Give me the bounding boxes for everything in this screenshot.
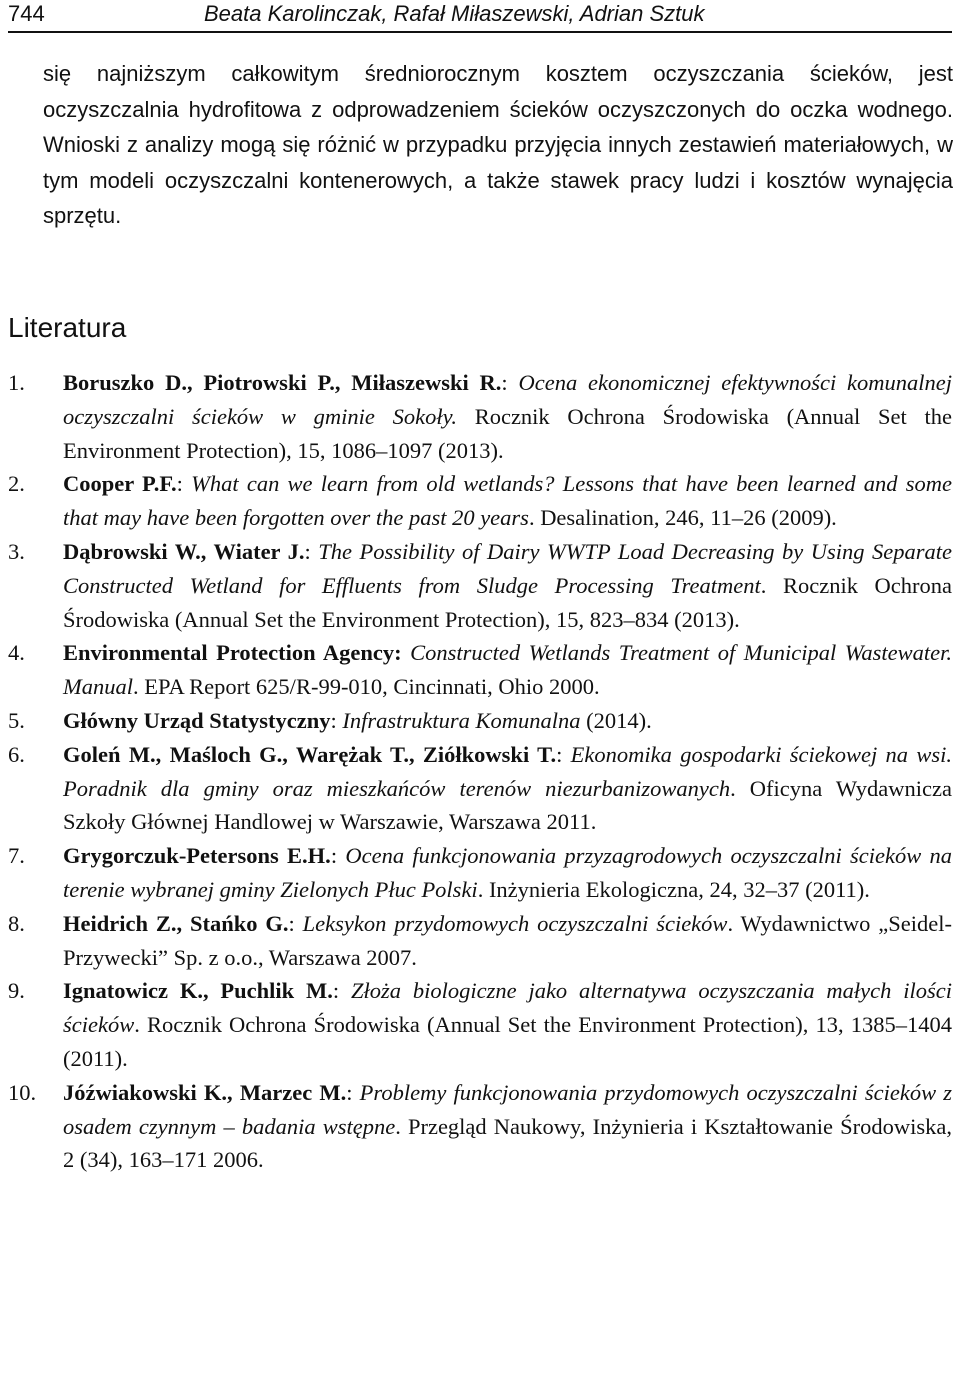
running-header-authors: Beata Karolinczak, Rafał Miłaszewski, Adrian Sztuk xyxy=(204,1,705,26)
reference-list xyxy=(8,366,952,1177)
reference-source: . Wydawnictwo „Seidel-Przywecki” Sp. z o.o., Warszawa 2007. xyxy=(63,910,952,970)
reference-source: . Inżynieria Ekologiczna, 24, 32–37 (2011). xyxy=(477,876,870,902)
reference-separator: : xyxy=(346,1079,360,1105)
reference-item xyxy=(8,636,952,704)
reference-source: . Rocznik Ochrona Środowiska (Annual Set the Environment Protection), 13, 1385–1404 (2011). xyxy=(63,1012,952,1071)
reference-source: . Oficyna Wydawnicza Szkoły Głównej Handlowej w Warszawie, Warszawa 2011. xyxy=(63,775,952,835)
reference-item xyxy=(8,839,952,907)
reference-authors: Grygorczuk-Petersons E.H. xyxy=(63,843,331,869)
reference-item xyxy=(8,366,952,467)
reference-item xyxy=(8,974,952,1075)
reference-title: Złoża biologiczne jako alternatywa oczyszczania małych ilości ścieków xyxy=(63,978,952,1038)
reference-item xyxy=(8,907,952,975)
reference-number: 5. xyxy=(8,707,25,733)
reference-source: . Rocznik Ochrona Środowiska (Annual Set the Environment Protection), 15, 823–834 (2013). xyxy=(63,572,952,632)
reference-number: 7. xyxy=(8,843,25,869)
reference-number: 4. xyxy=(8,640,25,666)
reference-number: 1. xyxy=(8,370,25,395)
reference-separator: : xyxy=(332,978,351,1004)
reference-authors: Główny Urząd Statystyczny xyxy=(63,707,331,733)
reference-item xyxy=(8,535,952,636)
reference-authors: Environmental Protection Agency: xyxy=(63,640,402,666)
reference-number: 10. xyxy=(8,1079,37,1105)
reference-authors: Jóźwiakowski K., Marzec M. xyxy=(63,1079,347,1105)
reference-separator: : xyxy=(304,538,319,564)
reference-authors: Goleń M., Maśloch G., Warężak T., Ziółkowski T. xyxy=(63,741,557,767)
reference-title: What can we learn from old wetlands? Lessons that have been learned and some that may have been forgotten over the past 20 years xyxy=(63,471,952,531)
section-heading: Literatura xyxy=(8,312,127,343)
running-header xyxy=(8,0,952,34)
reference-title: Ocena ekonomicznej efektywności komunalnej oczyszczalni ścieków w gminie Sokoły. xyxy=(63,370,952,429)
reference-item xyxy=(8,467,952,535)
reference-separator: : xyxy=(288,910,303,936)
reference-source: (2014). xyxy=(580,707,652,733)
reference-title: Problemy funkcjonowania przydomowych oczyszczalni ścieków z osadem czynnym – badania wstępne xyxy=(63,1079,952,1139)
reference-item xyxy=(8,738,952,839)
reference-number: 3. xyxy=(8,538,25,564)
reference-title: Leksykon przydomowych oczyszczalni ścieków xyxy=(302,910,728,936)
reference-item xyxy=(8,704,952,738)
reference-source: . Przegląd Naukowy, Inżynieria i Kształtowanie Środowiska, 2 (34), 163–171 2006. xyxy=(63,1113,952,1173)
reference-separator xyxy=(402,640,411,665)
reference-authors: Boruszko D., Piotrowski P., Miłaszewski R. xyxy=(63,370,502,395)
reference-authors: Ignatowicz K., Puchlik M. xyxy=(63,978,333,1004)
reference-title: Constructed Wetlands Treatment of Municipal Wastewater. Manual xyxy=(63,640,953,700)
reference-separator: : xyxy=(330,843,346,869)
reference-item xyxy=(8,1076,952,1177)
reference-separator: : xyxy=(330,707,343,733)
page-number: 744 xyxy=(8,1,45,26)
intro-paragraph: się najniższym całkowitym średniorocznym kosztem oczyszczania ścieków, jest oczyszczalnia hydrofitowa z odprowadzeniem ścieków oczyszczonych do oczka wodnego. Wnioski z analizy mogą się różnić w przypadku przyjęcia innych zestawień materiałowych, w tym modeli oczyszczalni kontenerowych, a także stawek pracy ludzi i kosztów wynajęcia sprzętu. xyxy=(43,61,953,229)
reference-number: 9. xyxy=(8,978,25,1004)
reference-number: 8. xyxy=(8,910,25,936)
reference-separator: : xyxy=(556,741,571,767)
reference-title: Ekonomika gospodarki ściekowej na wsi. Poradnik dla gminy oraz mieszkańców terenów niezurbanizowanych xyxy=(63,741,952,801)
reference-separator: : xyxy=(176,471,192,497)
reference-authors: Dąbrowski W., Wiater J. xyxy=(63,538,305,564)
reference-source: . Desalination, 246, 11–26 (2009). xyxy=(528,505,837,531)
reference-number: 6. xyxy=(8,741,25,767)
reference-authors: Heidrich Z., Stańko G. xyxy=(63,910,289,936)
reference-number: 2. xyxy=(8,471,25,497)
header-rule xyxy=(8,31,952,33)
reference-separator: : xyxy=(501,370,519,395)
reference-source: . EPA Report 625/R-99-010, Cincinnati, Ohio 2000. xyxy=(133,674,600,700)
reference-source: Rocznik Ochrona Środowiska (Annual Set the Environment Protection), 15, 1086–1097 (2013). xyxy=(63,403,952,463)
reference-title: Ocena funkcjonowania przyzagrodowych oczyszczalni ścieków na terenie wybranej gminy Zielonych Płuc Polski xyxy=(63,843,952,902)
reference-authors: Cooper P.F. xyxy=(63,471,177,497)
reference-title: The Possibility of Dairy WWTP Load Decreasing by Using Separate Constructed Wetland for Effluents from Sludge Processing Treatment xyxy=(63,538,953,598)
reference-title: Infrastruktura Komunalna xyxy=(342,707,581,733)
